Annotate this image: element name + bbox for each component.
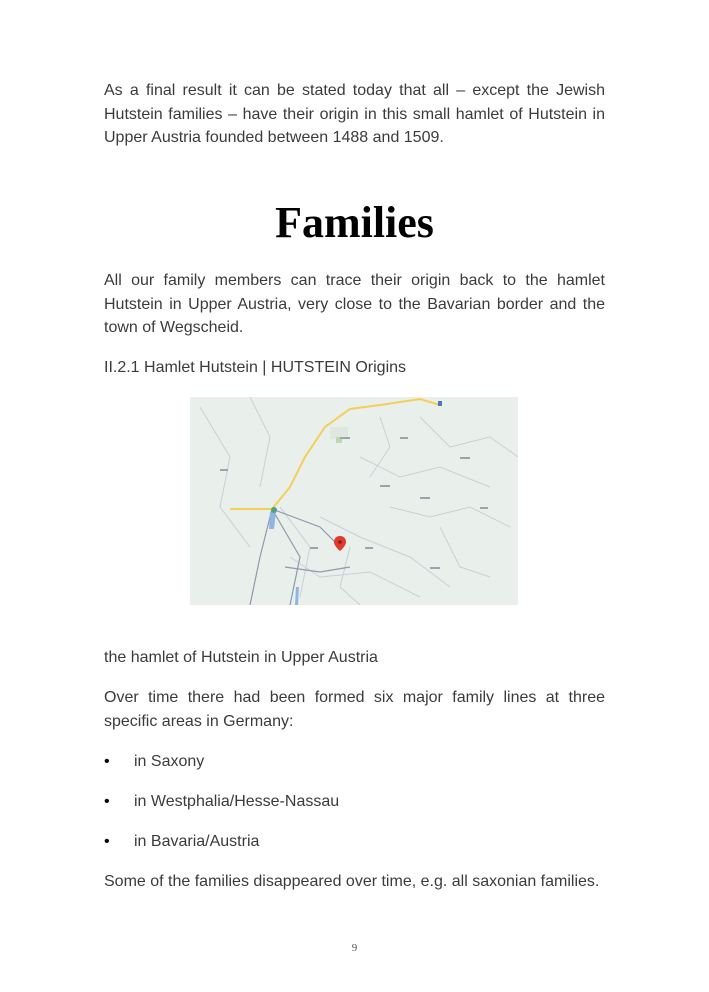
section-heading: Families: [275, 198, 434, 247]
map-route-marker: [438, 401, 442, 406]
area-label: in Westphalia/Hesse-Nassau: [134, 793, 340, 810]
map-highway-marker: [271, 507, 277, 513]
bullet-icon: •: [104, 793, 110, 810]
area-label: in Saxony: [134, 753, 205, 770]
bullet-icon: •: [104, 753, 110, 770]
page-number: 9: [351, 942, 358, 954]
map-graphic: [190, 397, 518, 605]
hutstein-map: [190, 397, 518, 605]
families-paragraph: All our family members can trace their origin back to the hamlet Hutstein in Upper Austria, very close to the Bavarian border and the town of Wegscheid.: [104, 272, 605, 336]
area-label: in Bavaria/Austria: [134, 833, 260, 850]
closing-paragraph: Some of the families disappeared over time, e.g. all saxonian families.: [104, 873, 600, 890]
bullet-icon: •: [104, 833, 110, 850]
subsection-title: II.2.1 Hamlet Hutstein | HUTSTEIN Origins: [104, 359, 407, 376]
lines-paragraph: Over time there had been formed six major family lines at three specific areas in Germany:: [104, 689, 605, 730]
intro-paragraph: As a final result it can be stated today that all – except the Jewish Hutstein families – have their origin in this small hamlet of Hutstein in Upper Austria founded between 1488 and 1509.: [104, 82, 605, 146]
map-caption: the hamlet of Hutstein in Upper Austria: [104, 649, 378, 666]
